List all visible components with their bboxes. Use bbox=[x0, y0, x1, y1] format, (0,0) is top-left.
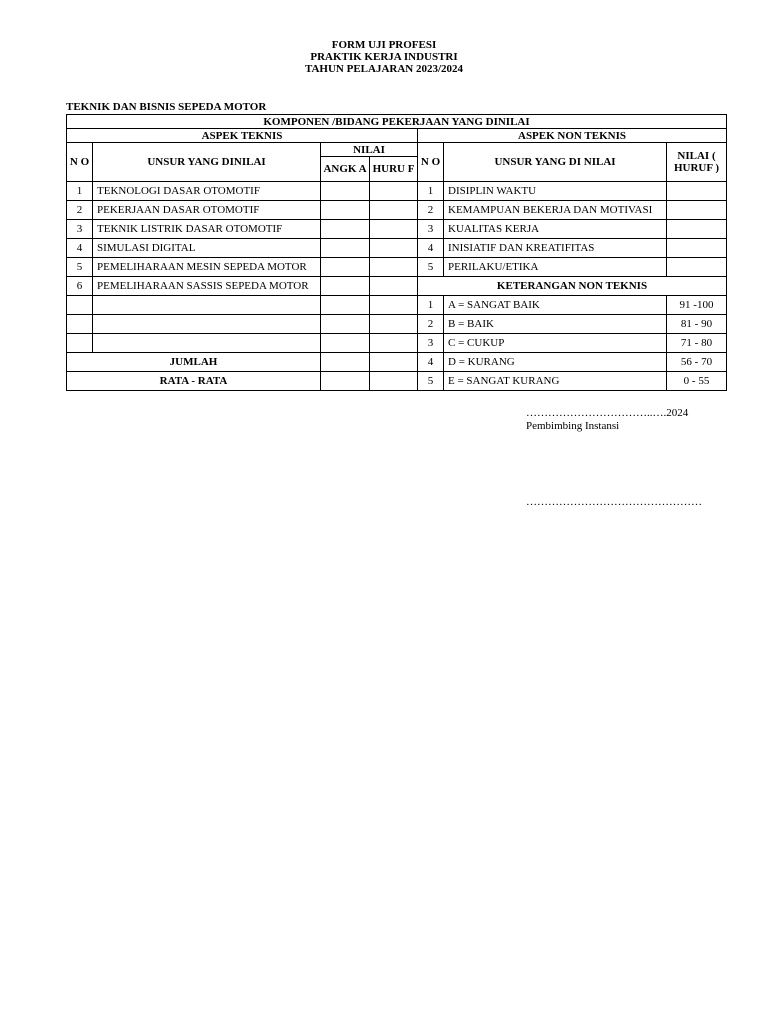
table-row bbox=[67, 258, 727, 277]
row-no: 2 bbox=[67, 201, 93, 220]
grade-label: D = KURANG bbox=[444, 353, 667, 372]
angka-cell[interactable] bbox=[321, 277, 370, 296]
table-row bbox=[67, 220, 727, 239]
row-no: 5 bbox=[418, 258, 444, 277]
nilai-huruf-cell[interactable] bbox=[667, 220, 727, 239]
non-teknis-item: PERILAKU/ETIKA bbox=[444, 258, 667, 277]
rata-angka-cell[interactable] bbox=[321, 372, 370, 391]
teknis-item: PEMELIHARAAN SASSIS SEPEDA MOTOR bbox=[93, 277, 321, 296]
table-row bbox=[67, 201, 727, 220]
grade-range: 0 - 55 bbox=[667, 372, 727, 391]
non-teknis-item: KUALITAS KERJA bbox=[444, 220, 667, 239]
grade-label: A = SANGAT BAIK bbox=[444, 296, 667, 315]
keterangan-heading: KETERANGAN NON TEKNIS bbox=[418, 277, 727, 296]
nilai-huruf-cell[interactable] bbox=[667, 239, 727, 258]
rata-rata-row bbox=[67, 372, 727, 391]
empty-unsur-cell[interactable] bbox=[93, 296, 321, 315]
angka-cell[interactable] bbox=[321, 239, 370, 258]
teknis-item: SIMULASI DIGITAL bbox=[93, 239, 321, 258]
empty-unsur-cell[interactable] bbox=[93, 315, 321, 334]
main-heading: KOMPONEN /BIDANG PEKERJAAN YANG DINILAI bbox=[67, 115, 727, 129]
row-no: 3 bbox=[67, 220, 93, 239]
huruf-cell[interactable] bbox=[370, 334, 418, 353]
col-nilai-huruf: NILAI ( HURUF ) bbox=[667, 143, 727, 182]
nilai-huruf-cell[interactable] bbox=[667, 258, 727, 277]
empty-no-cell bbox=[67, 334, 93, 353]
huruf-cell[interactable] bbox=[370, 201, 418, 220]
aspek-non-teknis-heading: ASPEK NON TEKNIS bbox=[418, 129, 727, 143]
col-huruf: HURU F bbox=[370, 157, 418, 182]
empty-no-cell bbox=[67, 315, 93, 334]
form-header bbox=[0, 39, 768, 75]
huruf-cell[interactable] bbox=[370, 239, 418, 258]
angka-cell[interactable] bbox=[321, 182, 370, 201]
grade-range: 81 - 90 bbox=[667, 315, 727, 334]
form-title: FORM UJI PROFESI bbox=[331, 39, 437, 51]
grade-range: 91 -100 bbox=[667, 296, 727, 315]
grade-range: 56 - 70 bbox=[667, 353, 727, 372]
angka-cell[interactable] bbox=[321, 220, 370, 239]
huruf-cell[interactable] bbox=[370, 182, 418, 201]
row-no: 2 bbox=[418, 315, 444, 334]
col-no-right: N O bbox=[418, 143, 444, 182]
col-nilai: NILAI bbox=[321, 143, 418, 157]
row-no: 4 bbox=[418, 239, 444, 258]
huruf-cell[interactable] bbox=[370, 315, 418, 334]
row-no: 6 bbox=[67, 277, 93, 296]
angka-cell[interactable] bbox=[321, 334, 370, 353]
jumlah-angka-cell[interactable] bbox=[321, 353, 370, 372]
col-no-left: N O bbox=[67, 143, 93, 182]
row-no: 5 bbox=[67, 258, 93, 277]
empty-unsur-cell[interactable] bbox=[93, 334, 321, 353]
form-subtitle: PRAKTIK KERJA INDUSTRI bbox=[310, 51, 458, 63]
aspek-teknis-heading: ASPEK TEKNIS bbox=[67, 129, 418, 143]
row-no: 2 bbox=[418, 201, 444, 220]
teknis-item: TEKNIK LISTRIK DASAR OTOMOTIF bbox=[93, 220, 321, 239]
huruf-cell[interactable] bbox=[370, 277, 418, 296]
row-no: 1 bbox=[418, 182, 444, 201]
table-row bbox=[67, 182, 727, 201]
non-teknis-item: DISIPLIN WAKTU bbox=[444, 182, 667, 201]
jumlah-label: JUMLAH bbox=[67, 353, 321, 372]
angka-cell[interactable] bbox=[321, 201, 370, 220]
grade-label: C = CUKUP bbox=[444, 334, 667, 353]
non-teknis-item: INISIATIF DAN KREATIFITAS bbox=[444, 239, 667, 258]
signature-date-line: ……………………………..….2024 bbox=[526, 407, 689, 419]
table-row bbox=[67, 239, 727, 258]
row-no: 4 bbox=[418, 353, 444, 372]
nilai-huruf-cell[interactable] bbox=[667, 201, 727, 220]
rata-rata-label: RATA - RATA bbox=[67, 372, 321, 391]
teknis-item: PEKERJAAN DASAR OTOMOTIF bbox=[93, 201, 321, 220]
grade-range: 71 - 80 bbox=[667, 334, 727, 353]
row-no: 5 bbox=[418, 372, 444, 391]
section-title: TEKNIK DAN BISNIS SEPEDA MOTOR bbox=[66, 101, 267, 113]
row-no: 3 bbox=[418, 220, 444, 239]
huruf-cell[interactable] bbox=[370, 296, 418, 315]
assessment-table bbox=[66, 114, 727, 391]
row-no: 4 bbox=[67, 239, 93, 258]
grade-label: E = SANGAT KURANG bbox=[444, 372, 667, 391]
angka-cell[interactable] bbox=[321, 315, 370, 334]
signature-name-line: ………………………………………… bbox=[526, 496, 702, 508]
row-no: 1 bbox=[418, 296, 444, 315]
form-year: TAHUN PELAJARAN 2023/2024 bbox=[304, 63, 464, 75]
huruf-cell[interactable] bbox=[370, 220, 418, 239]
table-row bbox=[67, 277, 727, 296]
teknis-item: PEMELIHARAAN MESIN SEPEDA MOTOR bbox=[93, 258, 321, 277]
huruf-cell[interactable] bbox=[370, 258, 418, 277]
teknis-item: TEKNOLOGI DASAR OTOMOTIF bbox=[93, 182, 321, 201]
jumlah-row bbox=[67, 353, 727, 372]
row-no: 3 bbox=[418, 334, 444, 353]
table-row bbox=[67, 315, 727, 334]
jumlah-huruf-cell[interactable] bbox=[370, 353, 418, 372]
signature-role: Pembimbing Instansi bbox=[526, 420, 620, 432]
row-no: 1 bbox=[67, 182, 93, 201]
nilai-huruf-cell[interactable] bbox=[667, 182, 727, 201]
table-row bbox=[67, 334, 727, 353]
rata-huruf-cell[interactable] bbox=[370, 372, 418, 391]
col-angka: ANGK A bbox=[321, 157, 370, 182]
angka-cell[interactable] bbox=[321, 258, 370, 277]
grade-label: B = BAIK bbox=[444, 315, 667, 334]
angka-cell[interactable] bbox=[321, 296, 370, 315]
empty-no-cell bbox=[67, 296, 93, 315]
table-row bbox=[67, 296, 727, 315]
col-unsur-right: UNSUR YANG DI NILAI bbox=[444, 143, 667, 182]
non-teknis-item: KEMAMPUAN BEKERJA DAN MOTIVASI bbox=[444, 201, 667, 220]
col-unsur-left: UNSUR YANG DINILAI bbox=[93, 143, 321, 182]
